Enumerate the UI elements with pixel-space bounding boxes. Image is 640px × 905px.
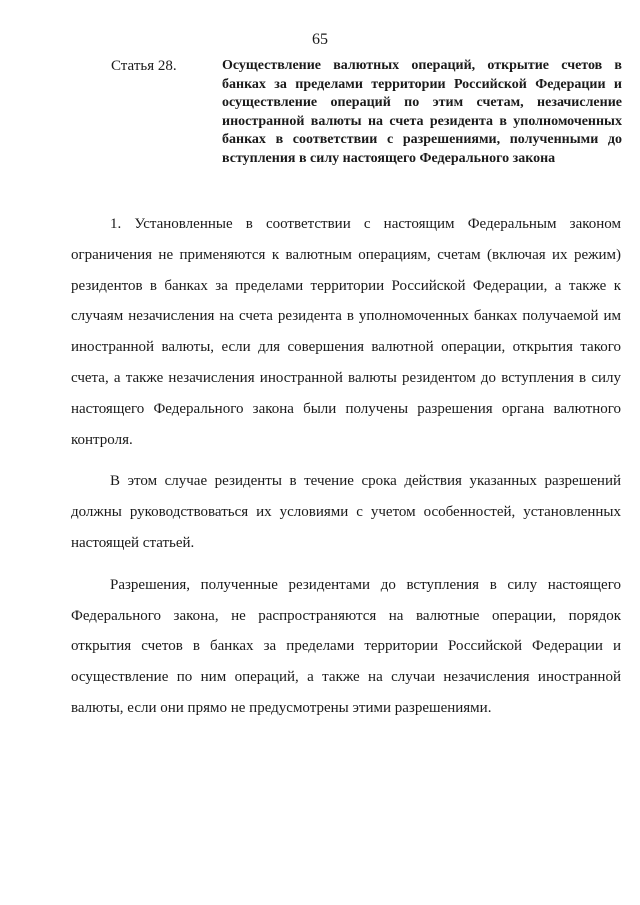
article-title: Осуществление валютных операций, открытие счетов в банках за пределами территории Российской Федерации и осуществление операций по этим счетам, незачисление иностранной валюты на счета резидента в уполномоченных банках в соответствии с разрешениями, полученными до вступления в силу настоящего Федерального закона [222,58,622,166]
paragraph-2: В этом случае резиденты в течение срока действия указанных разрешений должны руководствоваться их условиями с учетом особенностей, установленных настоящей статьей. [71,473,621,551]
article-label: Статья 28. [111,58,177,74]
paragraph-1: 1. Установленные в соответствии с настоящим Федеральным законом ограничения не применяются к валютным операциям, счетам (включая их режим) резидентов в банках за пределами территории Российской Федерации, а также к случаям незачисления на счета резидента в уполномоченных банках получаемой им иностранной валюты, если для совершения валютной операции, открытия такого счета, а также незачисления иностранной валюты резидентом до вступления в силу настоящего Федерального закона были получены разрешения органа валютного контроля. [71,216,621,448]
paragraph-3: Разрешения, полученные резидентами до вступления в силу настоящего Федерального закона, не распространяются на валютные операции, порядок открытия счетов в банках за пределами территории Российской Федерации и осуществление по ним операций, а также на случаи незачисления иностранной валюты, если они прямо не предусмотрены этими разрешениями. [71,576,621,716]
page-number: 65 [312,31,328,48]
article-body [71,209,621,735]
